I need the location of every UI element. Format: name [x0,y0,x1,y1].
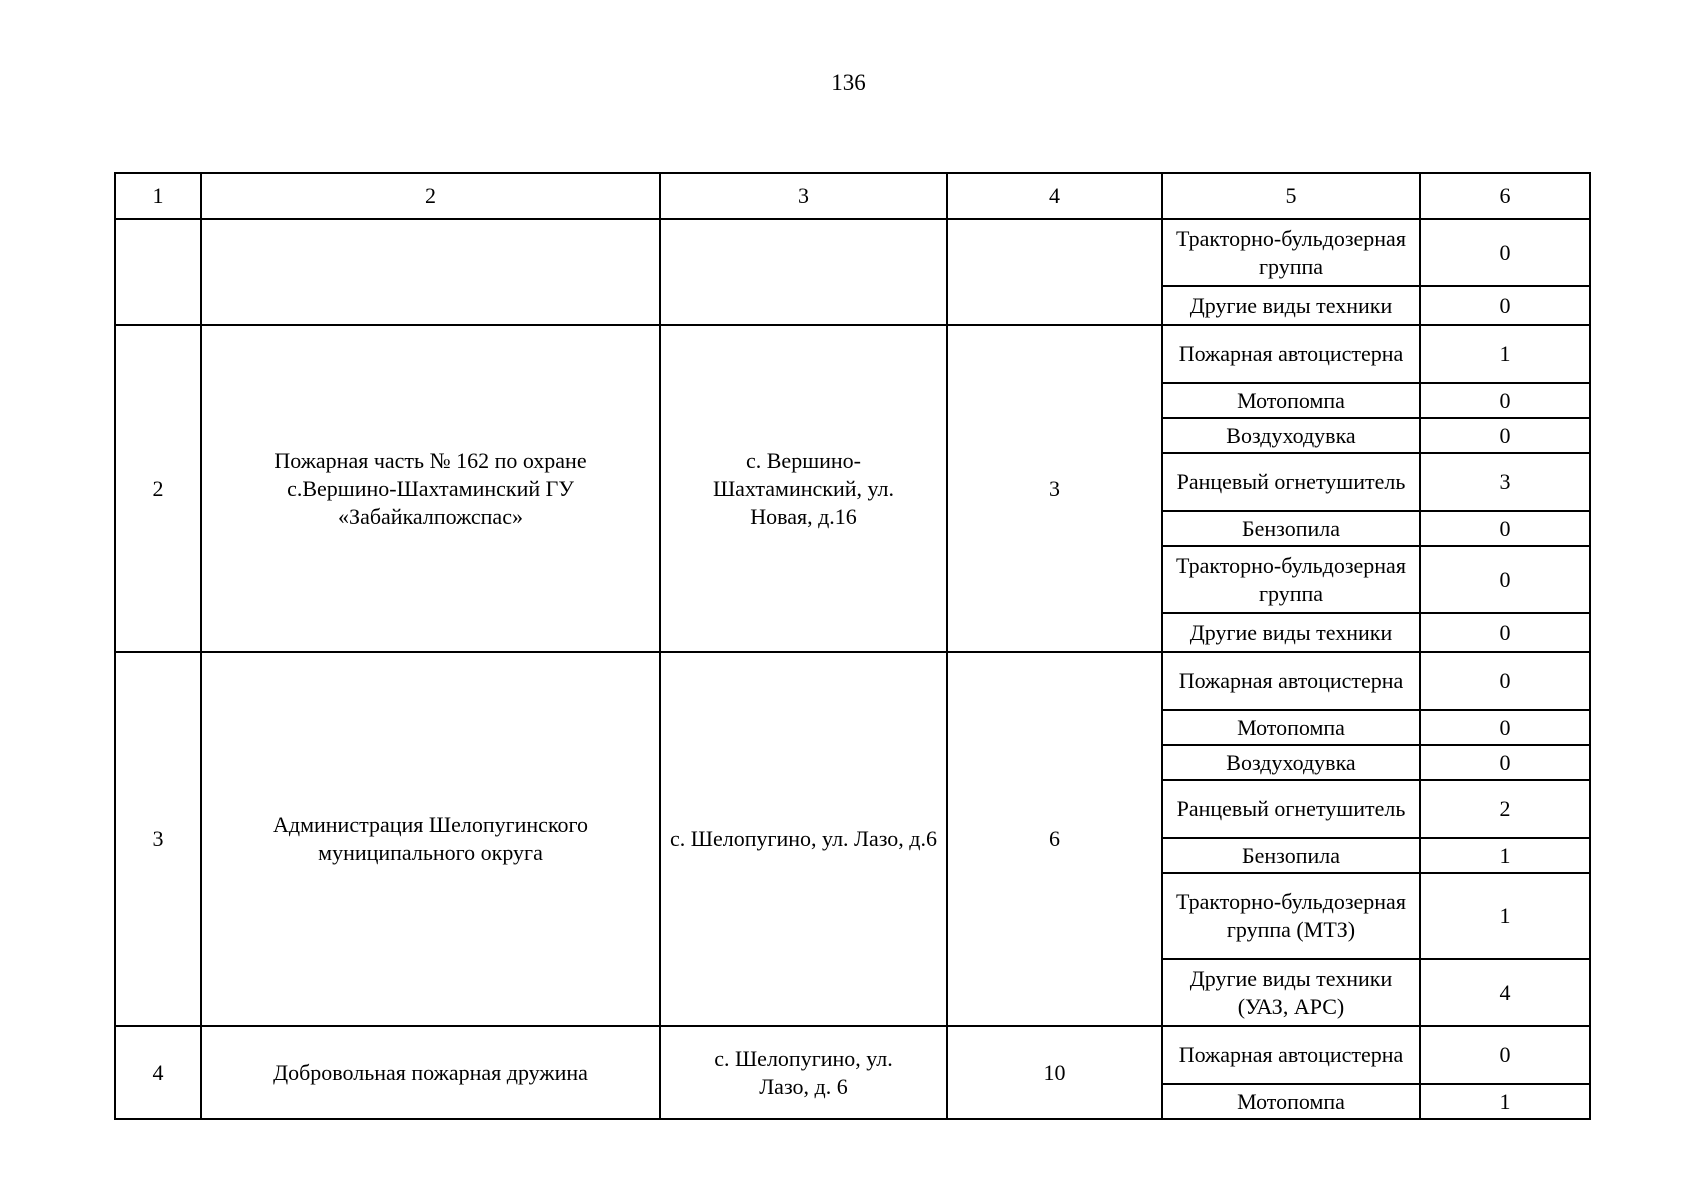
equipment-table [114,172,1591,1120]
equipment-cell: Другие виды техники [1162,286,1420,325]
staff-cell: 3 [947,325,1162,652]
equipment-cell: Бензопила [1162,838,1420,873]
equipment-cell: Ранцевый огнетушитель [1162,780,1420,838]
table-row [115,1026,1590,1084]
equipment-cell: Пожарная автоцистерна [1162,325,1420,383]
equipment-cell: Воздуходувка [1162,418,1420,453]
address-cell: с. Вершино-Шахтаминский, ул. Новая, д.16 [660,325,947,652]
count-cell: 0 [1420,418,1590,453]
header-cell-1: 1 [115,173,201,219]
num-cell [115,219,201,325]
org-cell: Администрация Шелопугинского муниципального округа [201,652,660,1026]
header-cell-2: 2 [201,173,660,219]
equipment-cell: Другие виды техники (УАЗ, АРС) [1162,959,1420,1026]
count-cell: 0 [1420,511,1590,546]
staff-cell: 10 [947,1026,1162,1119]
count-cell: 1 [1420,873,1590,959]
count-cell: 1 [1420,838,1590,873]
count-cell: 0 [1420,1026,1590,1084]
page-number: 136 [831,70,866,95]
equipment-cell: Тракторно-бульдозерная группа (МТЗ) [1162,873,1420,959]
staff-cell: 6 [947,652,1162,1026]
org-cell [201,219,660,325]
table-row [115,652,1590,710]
header-cell-4: 4 [947,173,1162,219]
num-cell: 4 [115,1026,201,1119]
count-cell: 0 [1420,286,1590,325]
count-cell: 2 [1420,780,1590,838]
equipment-cell: Тракторно-бульдозерная группа [1162,546,1420,613]
address-cell: с. Шелопугино, ул. Лазо, д.6 [660,652,947,1026]
org-cell: Добровольная пожарная дружина [201,1026,660,1119]
count-cell: 0 [1420,710,1590,745]
table-row [115,325,1590,383]
count-cell: 1 [1420,325,1590,383]
count-cell: 0 [1420,546,1590,613]
header-cell-5: 5 [1162,173,1420,219]
equipment-cell: Ранцевый огнетушитель [1162,453,1420,511]
equipment-cell: Тракторно-бульдозерная группа [1162,219,1420,286]
equipment-cell: Воздуходувка [1162,745,1420,780]
count-cell: 4 [1420,959,1590,1026]
count-cell: 1 [1420,1084,1590,1119]
count-cell: 0 [1420,745,1590,780]
num-cell: 2 [115,325,201,652]
equipment-cell: Пожарная автоцистерна [1162,652,1420,710]
count-cell: 0 [1420,383,1590,418]
equipment-cell: Мотопомпа [1162,383,1420,418]
staff-cell [947,219,1162,325]
org-cell: Пожарная часть № 162 по охране с.Вершино-Шахтаминский ГУ «Забайкалпожспас» [201,325,660,652]
address-cell: с. Шелопугино, ул. Лазо, д. 6 [660,1026,947,1119]
count-cell: 0 [1420,613,1590,652]
address-cell [660,219,947,325]
header-cell-6: 6 [1420,173,1590,219]
table-row [115,219,1590,286]
count-cell: 3 [1420,453,1590,511]
num-cell: 3 [115,652,201,1026]
header-row [115,173,1590,219]
equipment-cell: Мотопомпа [1162,710,1420,745]
equipment-cell: Бензопила [1162,511,1420,546]
equipment-cell: Мотопомпа [1162,1084,1420,1119]
equipment-cell: Другие виды техники [1162,613,1420,652]
count-cell: 0 [1420,219,1590,286]
header-cell-3: 3 [660,173,947,219]
equipment-cell: Пожарная автоцистерна [1162,1026,1420,1084]
count-cell: 0 [1420,652,1590,710]
